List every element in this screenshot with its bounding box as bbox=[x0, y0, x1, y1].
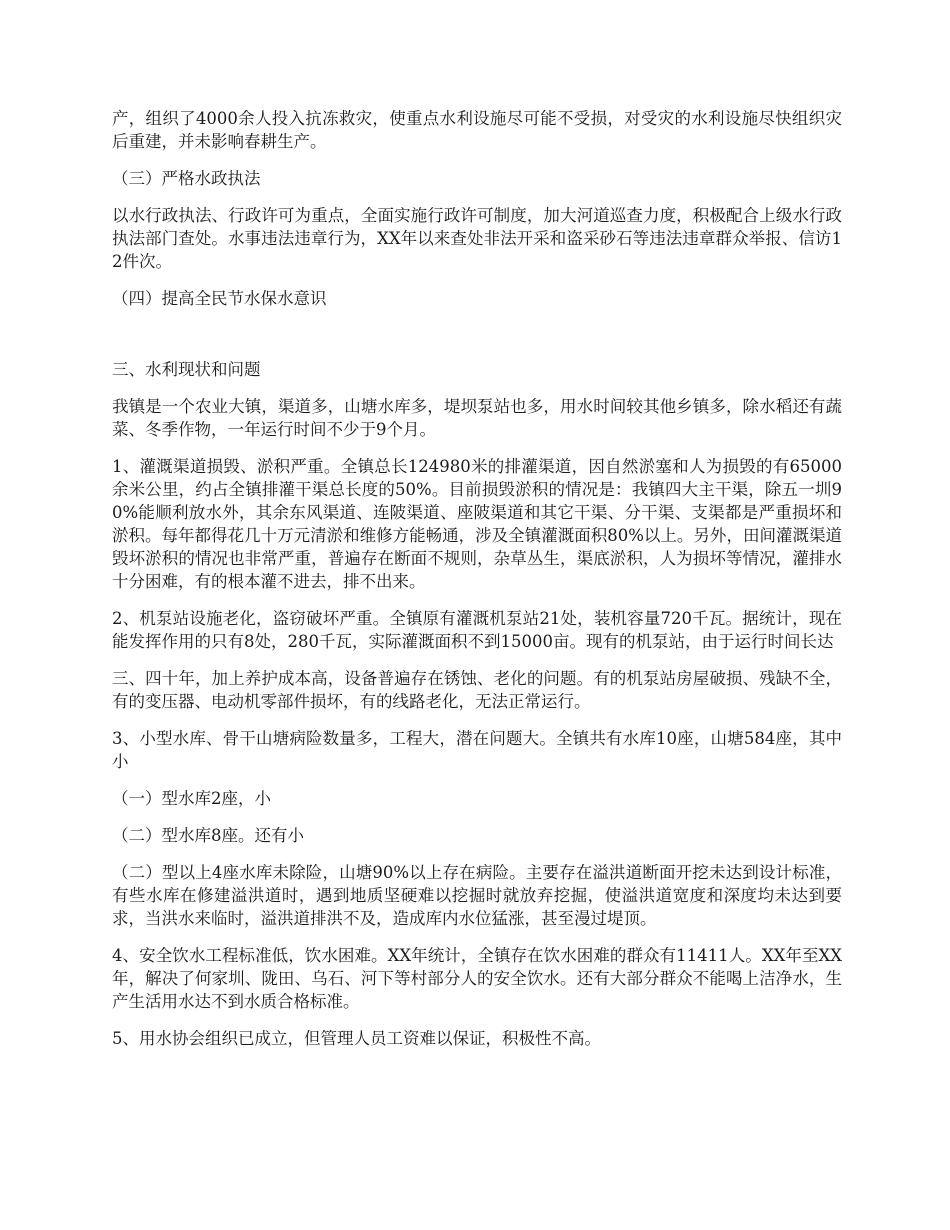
heading-water-saving-awareness: （四）提高全民节水保水意识 bbox=[112, 289, 327, 308]
paragraph-reservoir-type-2: （二）型水库8座。还有小 bbox=[112, 826, 304, 845]
paragraph-disaster-relief: 产，组织了4000余人投入抗冻救灾，使重点水利设施尽可能不受损，对受灾的水利设施尽快组织灾后重建，并未影响春耕生产。 bbox=[112, 109, 842, 151]
paragraph-issue-4-drinking-water: 4、安全饮水工程标准低，饮水困难。XX年统计，全镇存在饮水困难的群众有11411人。XX年至XX年，解决了何家圳、陇田、乌石、河下等村部分人的安全饮水。还有大部分群众不能喝上洁净水，生产生活用水达不到水质合格标准。 bbox=[112, 946, 842, 1011]
paragraph-issue-2-pump-stations: 2、机泵站设施老化，盗窃破坏严重。全镇原有灌溉机泵站21处，装机容量720千瓦。据统计，现在能发挥作用的只有8处，280千瓦，实际灌溉面积不到15000亩。现有的机泵站，由于运行时间长达 bbox=[112, 609, 842, 651]
paragraph-issue-1-channels: 1、灌溉渠道损毁、淤积严重。全镇总长124980米的排灌渠道，因自然淤塞和人为损毁的有65000余米公里，约占全镇排灌干渠总长度的50%。目前损毁淤积的情况是：我镇四大主干渠，除五一圳90%能顺利放水外，其余东风渠道、连陂渠道、座陂渠道和其它干渠、分干渠、支渠都是严重损坏和淤积。每年都得花几十万元清淤和维修方能畅通，涉及全镇灌溉面积80%以上。另外，田间灌溉渠道毁坏淤积的情况也非常严重，普遍存在断面不规则，杂草丛生，渠底淤积，人为损坏等情况，灌排水十分困难，有的根本灌不进去，排不出来。 bbox=[112, 457, 842, 591]
section-spacer bbox=[112, 324, 842, 358]
paragraph-reservoir-type-1: （一）型水库2座，小 bbox=[112, 789, 271, 808]
paragraph-reservoir-risks: （二）型以上4座水库未除险，山塘90%以上存在病险。主要存在溢洪道断面开挖未达到设计标准，有些水库在修建溢洪道时，遇到地质坚硬难以挖掘时就放弃挖掘，使溢洪道宽度和深度均未达到要求，当洪水来临时，溢洪道排洪不及，造成库内水位猛涨，甚至漫过堤顶。 bbox=[112, 863, 842, 928]
paragraph-town-overview: 我镇是一个农业大镇，渠道多，山塘水库多，堤坝泵站也多，用水时间较其他乡镇多，除水稻还有蔬菜、冬季作物，一年运行时间不少于9个月。 bbox=[112, 397, 842, 439]
document-page bbox=[112, 107, 842, 1064]
paragraph-enforcement-details: 以水行政执法、行政许可为重点，全面实施行政许可制度，加大河道巡查力度，积极配合上级水行政执法部门查处。水事违法违章行为，XX年以来查处非法开采和盗采砂石等违法违章群众举报、信访12件次。 bbox=[112, 206, 842, 271]
heading-section-three: 三、水利现状和问题 bbox=[112, 360, 261, 379]
heading-water-enforcement: （三）严格水政执法 bbox=[112, 169, 261, 188]
paragraph-issue-2-continued: 三、四十年，加上养护成本高，设备普遍存在锈蚀、老化的问题。有的机泵站房屋破损、残缺不全，有的变压器、电动机零部件损坏，有的线路老化，无法正常运行。 bbox=[112, 669, 842, 711]
paragraph-issue-5-water-association: 5、用水协会组织已成立，但管理人员工资难以保证，积极性不高。 bbox=[112, 1029, 601, 1048]
paragraph-issue-3-reservoirs: 3、小型水库、骨干山塘病险数量多，工程大，潜在问题大。全镇共有水库10座，山塘584座，其中小 bbox=[112, 729, 842, 771]
